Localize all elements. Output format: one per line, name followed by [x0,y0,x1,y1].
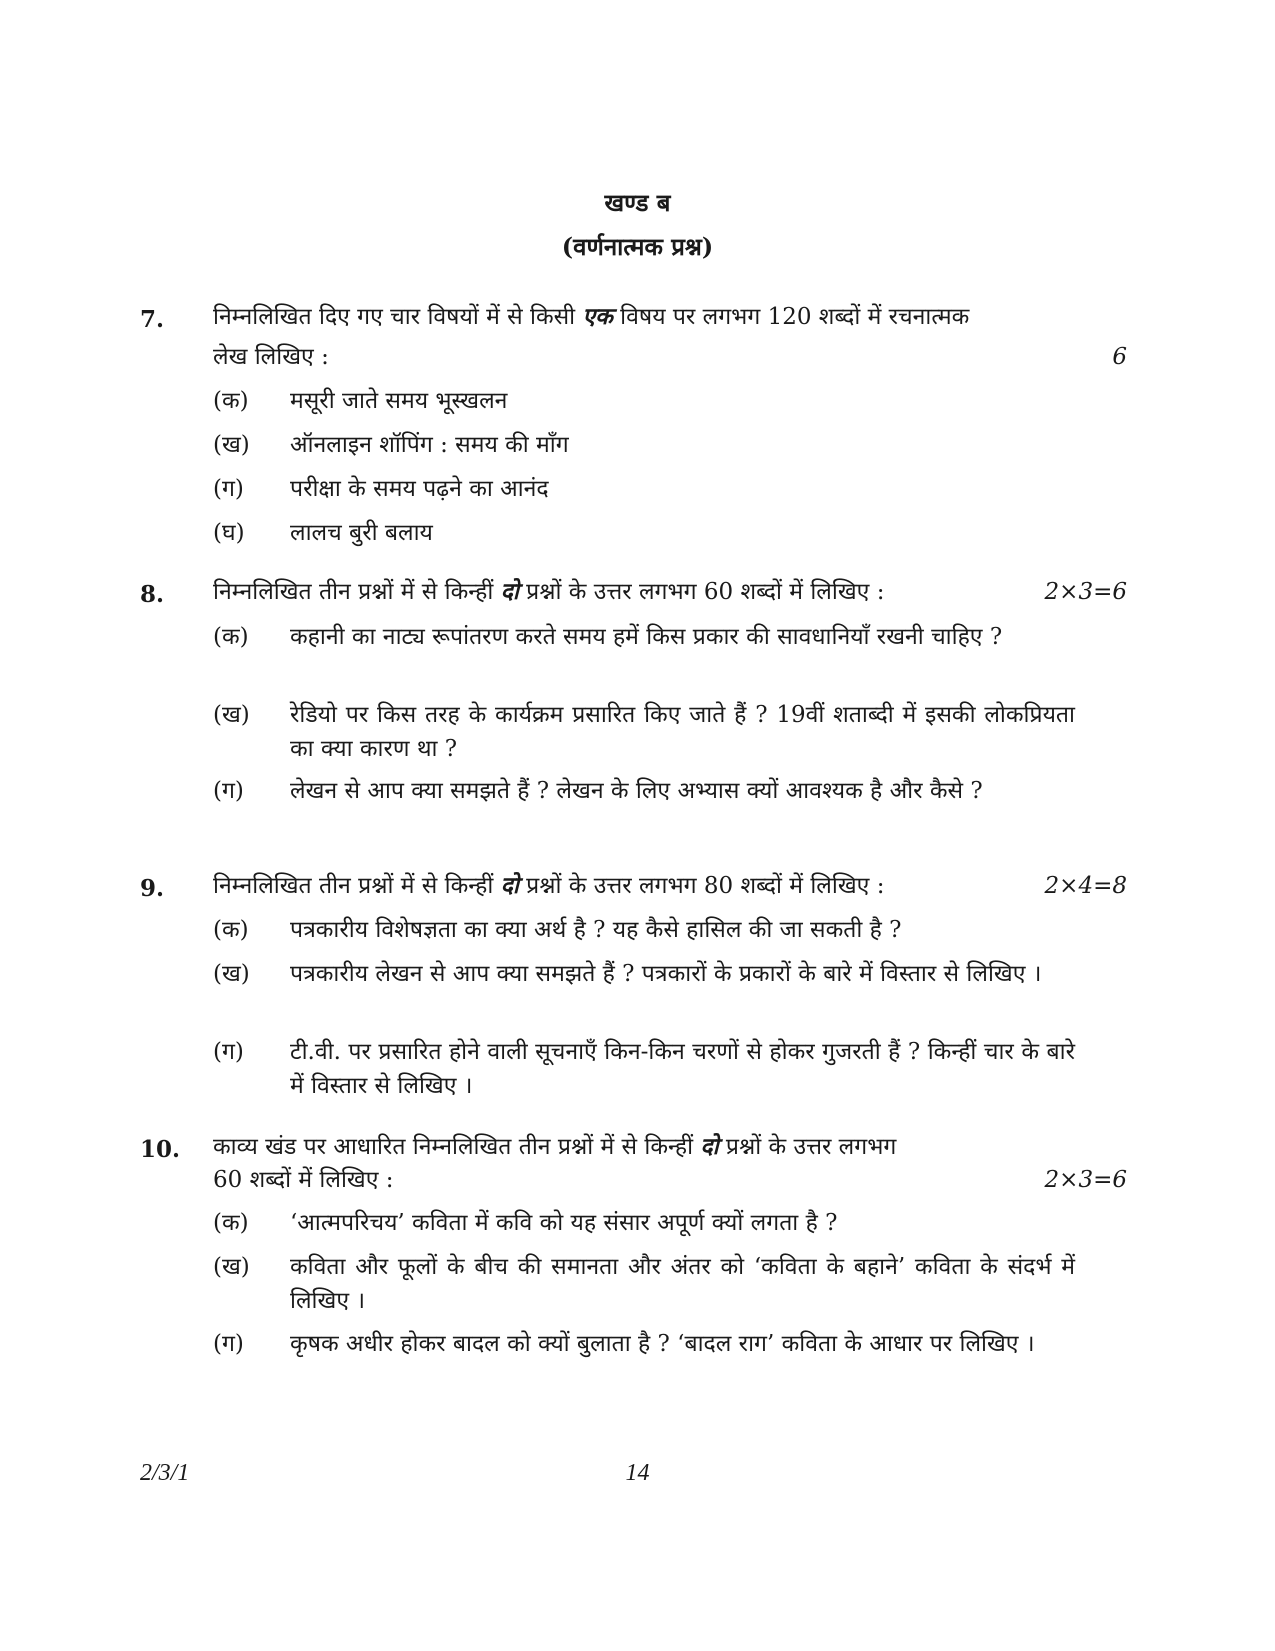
stem-emphasis: दो [500,872,519,899]
option-label: (ग) [213,476,244,502]
option-text: पत्रकारीय विशेषज्ञता का क्या अर्थ है ? यह कैसे हासिल की जा सकती है ? [290,917,902,943]
option-text: रेडियो पर किस तरह के कार्यक्रम प्रसारित किए जाते हैं ? 19वीं शताब्दी में इसकी लोकप्रियता का क्या कारण था ? [290,702,1075,762]
question-number: 9. [140,875,165,902]
option-label: (ग) [213,1039,244,1065]
question-stem: काव्य खंड पर आधारित निम्नलिखित तीन प्रश्नों में से किन्हीं दो प्रश्नों के उत्तर लगभग [213,1133,897,1160]
option-text: ‘आत्मपरिचय’ कविता में कवि को यह संसार अपूर्ण क्यों लगता है ? [290,1210,838,1236]
option-label: (क) [213,624,249,650]
paper-code: 2/3/1 [140,1460,190,1486]
question-number: 7. [140,306,165,333]
option-text: लालच बुरी बलाय [290,520,433,546]
option-text: टी.वी. पर प्रसारित होने वाली सूचनाएँ किन-किन चरणों से होकर गुजरती हैं ? किन्हीं चार के बारे में विस्तार से लिखिए । [290,1039,1075,1099]
question-marks: 2×3=6 [1044,1167,1127,1193]
option-label: (ग) [213,778,244,804]
question-marks: 2×4=8 [1044,873,1127,899]
option-label: (ख) [213,1254,250,1280]
option-label: (क) [213,388,249,414]
option-label: (ख) [213,961,250,987]
stem-emphasis: दो [700,1133,719,1160]
question-stem-line2: 60 शब्दों में लिखिए : [213,1167,394,1193]
option-text: ऑनलाइन शॉपिंग : समय की माँग [290,432,569,458]
section-title: खण्ड ब [604,188,671,217]
option-text: मसूरी जाते समय भूस्खलन [290,388,508,414]
question-number: 10. [140,1136,181,1163]
question-stem: निम्नलिखित तीन प्रश्नों में से किन्हीं दो प्रश्नों के उत्तर लगभग 60 शब्दों में लिखिए : [213,578,885,605]
option-label: (क) [213,1210,249,1236]
question-stem: निम्नलिखित तीन प्रश्नों में से किन्हीं दो प्रश्नों के उत्तर लगभग 80 शब्दों में लिखिए : [213,872,885,899]
option-text: कविता और फूलों के बीच की समानता और अंतर को ‘कविता के बहाने’ कविता के संदर्भ में लिखिए । [290,1254,1075,1314]
question-marks: 6 [1112,344,1127,370]
option-label: (ख) [213,432,250,458]
option-label: (ग) [213,1331,244,1357]
stem-emphasis: दो [500,578,519,605]
question-number: 8. [140,581,165,608]
question-stem-line2: लेख लिखिए : [213,344,329,370]
option-text: कृषक अधीर होकर बादल को क्यों बुलाता है ? ‘बादल राग’ कविता के आधार पर लिखिए । [290,1331,1035,1357]
option-label: (ख) [213,702,250,728]
option-label: (क) [213,917,249,943]
option-text: लेखन से आप क्या समझते हैं ? लेखन के लिए अभ्यास क्यों आवश्यक है और कैसे ? [290,778,983,804]
stem-emphasis: एक [582,303,613,330]
question-stem: निम्नलिखित दिए गए चार विषयों में से किसी एक विषय पर लगभग 120 शब्दों में रचनात्मक [213,303,970,330]
option-text: कहानी का नाट्य रूपांतरण करते समय हमें किस प्रकार की सावधानियाँ रखनी चाहिए ? [290,624,1003,650]
section-subtitle: (वर्णनात्मक प्रश्न) [561,232,714,261]
question-marks: 2×3=6 [1044,579,1127,605]
option-text: परीक्षा के समय पढ़ने का आनंद [290,476,549,502]
page-number: 14 [625,1460,650,1486]
option-text: पत्रकारीय लेखन से आप क्या समझते हैं ? पत्रकारों के प्रकारों के बारे में विस्तार से लिखिए । [290,961,1042,987]
option-label: (घ) [213,520,245,546]
